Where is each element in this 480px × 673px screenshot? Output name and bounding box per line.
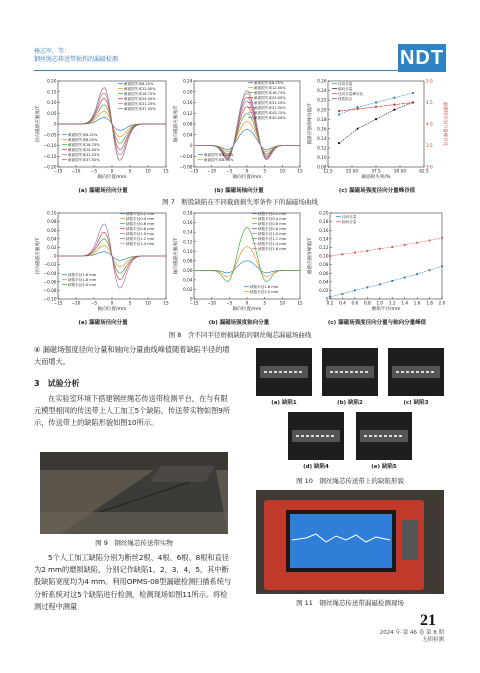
footer-issue-line: 2024 年 第 46 卷 第 8 期 — [379, 630, 444, 636]
fig8c-point — [404, 276, 406, 278]
journal-logo: NDT — [398, 44, 446, 72]
fig8c-point — [416, 273, 418, 275]
x-tick-label: 0 — [245, 300, 249, 306]
defect5-label: (e) 缺陷5 — [371, 464, 397, 470]
axial-curve-series — [194, 129, 300, 149]
fig7b-legend-label: 截面损失率12.50% — [254, 86, 286, 90]
y-tick-label: −0.04 — [43, 270, 57, 276]
y-tick-label: 0.20 — [319, 210, 329, 216]
fig7a-legend-bottom-label: 截面损失率25.00% — [68, 148, 100, 152]
fig7c-point — [338, 142, 340, 144]
defect3-photo — [388, 348, 444, 396]
fig8a-legend-bottom-label: 缺陷半径1.6 mm — [68, 273, 97, 277]
y2-tick-label: 4.0 — [426, 121, 433, 127]
fig7a-chart — [34, 76, 172, 186]
x-tick-label: 10 — [279, 168, 286, 174]
x-tick-label: 25.00 — [346, 168, 358, 174]
fig8b-legend-label: 缺陷半径1.2 mm — [258, 237, 287, 241]
defect5-photo — [356, 412, 412, 460]
x-tick-label: −15 — [53, 300, 63, 306]
x-tick-label: 15 — [297, 300, 303, 306]
x-tick-label: 1.6 — [413, 300, 421, 306]
y-tick-label: 0.16 — [319, 227, 329, 233]
x-tick-label: 1.0 — [376, 300, 384, 306]
fig8c-series-line — [330, 266, 442, 297]
y2-tick-label: 4.5 — [426, 100, 433, 106]
y-tick-label: −0.02 — [43, 262, 57, 268]
fig8c-series-line — [330, 238, 442, 256]
x-tick-label: 5 — [128, 300, 132, 306]
fig8a-legend-top-label: 缺陷半径1.0 mm — [126, 232, 155, 236]
x-tick-label: −10 — [207, 168, 217, 174]
defect4-photo — [288, 412, 344, 460]
y-axis-title: 磁感应强度峰谷值/T — [308, 103, 313, 145]
fig7a-legend-top-label: 截面损失率37.50% — [124, 107, 156, 111]
y-tick-label: 0.20 — [317, 107, 327, 113]
x-tick-label: 2.0 — [438, 300, 446, 306]
x-tick-label: 0 — [110, 168, 114, 174]
y-tick-label: −0.10 — [43, 143, 57, 149]
x-tick-label: −5 — [226, 168, 233, 174]
y-tick-label: 0.20 — [183, 89, 193, 95]
fig8c-point — [404, 244, 406, 246]
y-tick-label: −0.10 — [43, 296, 57, 302]
fig8c-point — [441, 265, 443, 267]
y-tick-label: 0 — [325, 296, 329, 302]
y-tick-label: 0.24 — [183, 78, 193, 84]
running-header — [34, 48, 118, 64]
y2-axis-title: 漏磁场径向分量峰谷比 — [442, 102, 447, 146]
y-tick-label: 0 — [189, 296, 193, 302]
fig8c-point — [354, 289, 356, 291]
x-axis-title: 轴向位置/mm — [97, 175, 127, 180]
fig7b-legend-label: 截面损失率37.50% — [254, 106, 286, 110]
fig7b-legend-bottom-label: 截面损失率6.25% — [204, 153, 234, 157]
fig7c-legend-label: 径向分量峰谷比 — [338, 92, 364, 96]
fig8b-label: (b) 漏磁场强度轴向分量 — [208, 320, 270, 326]
x-tick-label: 1.8 — [426, 300, 433, 306]
fig7b-chart — [172, 76, 306, 186]
fig7b-legend-label: 截面损失率18.75% — [254, 91, 286, 95]
paragraph-conclusion-4: ④ 漏磁场强度径向分量和轴向分量曲线峰值随着缺陷半径的增大而增大。 — [34, 345, 230, 367]
fig8b-legend-bottom-label: 缺陷半径1.8 mm — [250, 285, 279, 289]
x-tick-label: 50.00 — [394, 168, 406, 174]
y-tick-label: −0.08 — [179, 164, 193, 170]
fig7c-point — [338, 113, 340, 115]
fig7c-point — [393, 97, 395, 99]
x-tick-label: 0.4 — [339, 300, 346, 306]
fig8c-point — [341, 253, 343, 255]
header-title: 钢丝绳芯传送带损伤的漏磁检测 — [34, 56, 119, 63]
header-rule — [34, 70, 446, 71]
y-tick-label: 0.24 — [317, 88, 327, 94]
y-axis-title: 轴向磁感应强度/T — [174, 105, 179, 143]
y-tick-label: 0.10 — [183, 248, 193, 254]
y-axis-title: 轴向磁感应强度/T — [174, 237, 179, 275]
x-tick-label: −10 — [207, 300, 217, 306]
y-tick-label: 0.18 — [183, 210, 193, 216]
fig7a-legend-bottom-label: 截面损失率6.25% — [68, 133, 98, 137]
x-tick-label: 5 — [263, 300, 267, 306]
y-tick-label: 0.26 — [317, 78, 327, 84]
y-tick-label: 0.06 — [183, 267, 193, 273]
x-tick-label: 0.2 — [326, 300, 334, 306]
x-tick-label: 1.4 — [401, 300, 409, 306]
y-axis-title: 磁感应强度峰值/T — [308, 237, 313, 275]
fig8c-point — [428, 239, 430, 241]
y-tick-label: 0.20 — [47, 78, 57, 84]
fig8c-legend-label: 径向分量 — [342, 215, 357, 219]
x-axis-title: 磨损半径/mm — [371, 307, 401, 312]
fig7a-legend-bottom-label: 截面损失率6.00% — [68, 138, 98, 142]
fig7a-legend-bottom-label: 截面损失率37.50% — [68, 158, 100, 162]
x-tick-label: 0 — [245, 168, 249, 174]
x-tick-label: −5 — [226, 300, 233, 306]
fig7c-label: (c) 漏磁场强度径向分量峰谷值 — [338, 188, 416, 194]
y-tick-label: 0 — [189, 143, 193, 149]
x-tick-label: 1.2 — [388, 300, 396, 306]
x-tick-label: 15 — [297, 168, 303, 174]
fig8b-legend-label: 缺陷半径1.6 mm — [258, 247, 287, 251]
x-tick-label: −15 — [53, 168, 63, 174]
fig8-caption: 图 8 含不同半径磨损缺陷的钢丝绳芯漏磁场曲线 — [168, 331, 312, 339]
x-tick-label: 10 — [279, 300, 286, 306]
fig8c-point — [329, 255, 331, 257]
fig8c-point — [379, 248, 381, 250]
y-tick-label: −0.20 — [43, 164, 57, 170]
y-tick-label: 0.14 — [319, 236, 329, 242]
y-tick-label: 0.14 — [183, 229, 193, 235]
plot-frame — [330, 213, 442, 299]
y-tick-label: 0.12 — [183, 110, 193, 116]
fig7b-legend-label: 截面损失率43.75% — [254, 111, 286, 115]
page-number: 21 — [420, 612, 436, 629]
fig8b-legend-label: 缺陷半径1.0 mm — [258, 232, 287, 236]
y-tick-label: 0.06 — [47, 227, 57, 233]
fig7b-legend-label: 截面损失率25.00% — [254, 96, 286, 100]
fig8b-chart — [172, 208, 306, 320]
x-tick-label: 0.8 — [363, 300, 371, 306]
y-tick-label: 0.04 — [183, 277, 193, 283]
y-tick-label: 0.08 — [47, 219, 57, 225]
fig7c-point — [375, 118, 377, 120]
fig7c-legend-label: 径向分量 — [338, 82, 353, 86]
y-tick-label: −0.15 — [43, 153, 57, 159]
y-tick-label: 0 — [53, 253, 57, 259]
fig9-photo — [40, 452, 228, 534]
fig7c-point — [356, 128, 358, 130]
fig8c-point — [341, 293, 343, 295]
fig7c-series-line — [339, 103, 413, 144]
y-tick-label: 0 — [53, 121, 57, 127]
y2-tick-label: 3.0 — [426, 164, 433, 170]
x-tick-label: 0.6 — [351, 300, 359, 306]
fig8c-point — [416, 242, 418, 244]
defect4-label: (d) 缺陷4 — [303, 464, 329, 470]
axial-curve-series — [194, 261, 300, 273]
fig8b-legend-bottom-label: 缺陷半径2.0 mm — [250, 290, 279, 294]
fig7-caption: 图 7 断股缺陷在不同截面损失率条件下的漏磁场曲线 — [162, 198, 318, 206]
fig11-caption: 图 11 钢丝绳芯传送带漏磁检测现场 — [296, 599, 404, 607]
y-tick-label: 0.02 — [183, 287, 193, 293]
x-axis-title: 轴向位置/mm — [97, 307, 127, 312]
y-tick-label: 0.15 — [47, 89, 57, 95]
y-tick-label: 0.12 — [317, 145, 327, 151]
fig8c-point — [428, 269, 430, 271]
axial-curve-series — [194, 121, 300, 151]
header-authors: 杨志军，等： — [34, 48, 71, 55]
y-tick-label: −0.05 — [43, 132, 57, 138]
x-tick-label: 15 — [163, 300, 169, 306]
fig8c-label: (c) 漏磁场强度径向分量与轴向分量峰值 — [327, 320, 427, 326]
fig7c-legend-label: 线性拟合 — [338, 97, 353, 101]
x-axis-title: 轴向位置/mm — [232, 175, 262, 180]
y-tick-label: 0.04 — [319, 279, 329, 285]
fig7b-legend-bottom-label: 截面损失率6.00% — [204, 158, 234, 162]
x-tick-label: 12.5 — [323, 168, 333, 174]
fig11-photo — [256, 490, 444, 594]
fig10-photos — [250, 346, 450, 496]
fig8a-legend-bottom-label: 缺陷半径2.0 mm — [68, 283, 97, 287]
fig8a-legend-top-label: 缺陷半径1.2 mm — [126, 237, 155, 241]
fig8a-chart — [34, 208, 172, 320]
fig8c-chart — [306, 208, 448, 320]
y-tick-label: −0.08 — [43, 288, 57, 293]
y-tick-label: 0.05 — [47, 110, 57, 116]
fig7c-point — [375, 101, 377, 103]
fig8c-point — [391, 246, 393, 248]
defect1-photo — [256, 348, 312, 396]
y2-tick-label: 3.5 — [426, 143, 433, 149]
x-tick-label: 15 — [163, 168, 169, 174]
y-tick-label: 0.18 — [317, 116, 327, 122]
fig7c-point — [412, 92, 414, 94]
y-tick-label: −0.06 — [43, 279, 57, 285]
y-tick-label: 0.08 — [319, 262, 329, 268]
x-tick-label: 5 — [263, 168, 267, 174]
fig8b-legend-label: 缺陷半径0.6 mm — [258, 222, 287, 226]
y-tick-label: 0.04 — [47, 236, 57, 242]
fig7c-legend-label: 轴向分量 — [338, 87, 353, 91]
fig8a-legend-bottom-label: 缺陷半径1.8 mm — [68, 278, 97, 282]
defect2-label: (b) 缺陷2 — [337, 400, 363, 406]
y-tick-label: 0.12 — [319, 245, 329, 250]
x-tick-label: 62.5 — [419, 168, 429, 174]
fig8c-point — [366, 250, 368, 252]
y-tick-label: 0.10 — [47, 210, 57, 216]
fig8a-label: (a) 漏磁场径向分量 — [78, 320, 128, 326]
fig7c-chart — [306, 76, 448, 186]
fig8b-legend-label: 缺陷半径1.4 mm — [258, 242, 287, 246]
fig8c-legend-label: 轴向分量 — [342, 220, 357, 224]
x-tick-label: −10 — [71, 300, 81, 306]
fig7b-legend-label: 截面损失率6.25% — [254, 81, 284, 85]
x-tick-label: −10 — [71, 168, 81, 174]
fig8c-point — [354, 251, 356, 253]
y-tick-label: 0.10 — [317, 155, 327, 161]
y-tick-label: −0.04 — [179, 153, 193, 159]
fig8a-legend-top-label: 缺陷半径0.8 mm — [126, 227, 155, 231]
fig7a-legend-top-label: 截面损失率25.00% — [124, 97, 156, 101]
section-heading: 3 试验分析 — [34, 379, 80, 388]
fig7c-point — [393, 109, 395, 111]
y-tick-label: 0.14 — [317, 135, 327, 141]
y-tick-label: 0.08 — [183, 121, 193, 127]
fig7a-legend-top-label: 截面损失率18.75% — [124, 92, 156, 96]
y-tick-label: 0.22 — [317, 97, 327, 103]
x-tick-label: 0 — [110, 300, 114, 306]
x-tick-label: −5 — [90, 300, 98, 306]
y-tick-label: 0.08 — [317, 164, 327, 170]
x-tick-label: −15 — [189, 300, 199, 306]
x-tick-label: 10 — [145, 168, 151, 174]
footer-issue — [330, 630, 444, 644]
y-tick-label: 0.16 — [183, 100, 193, 106]
x-tick-label: 5 — [128, 168, 132, 174]
fig7a-legend-bottom-label: 截面损失率18.75% — [68, 143, 100, 147]
y-tick-label: 0.08 — [183, 258, 193, 264]
paragraph-defects: 5个人工加工缺陷分别为断丝2根、4根、6根、8根和直径为2 mm的磨损缺陷，分别记作缺陷1，2，3，4，5，其中断股缺陷宽度均为4 mm。利用OPMS-08型漏磁检测扫描系统与分析系统对这5个缺陷进行检测，检测现场如图11所示。将检测过程中测量 — [34, 553, 232, 611]
y-tick-label: 0.02 — [47, 245, 57, 250]
fig8c-point — [379, 283, 381, 285]
fig7b-legend-label: 截面损失率50.00% — [254, 116, 286, 120]
y-tick-label: 0.18 — [319, 219, 329, 225]
footer-journal-name: 无损检测 — [421, 637, 444, 643]
y-tick-label: 0.16 — [317, 126, 327, 132]
y-tick-label: 0.16 — [183, 220, 193, 226]
fig8a-legend-top-label: 缺陷半径0.2 mm — [126, 212, 155, 216]
x-axis-title: 轴向位置/mm — [232, 307, 262, 312]
x-tick-label: −15 — [189, 168, 199, 174]
fig7a-legend-top-label: 截面损失率6.25% — [124, 82, 154, 86]
y-tick-label: 0.02 — [319, 288, 329, 293]
fig8a-legend-top-label: 缺陷半径1.4 mm — [126, 242, 155, 246]
fig7b-legend-label: 截面损失率31.25% — [254, 101, 286, 105]
y-tick-label: 0.10 — [319, 253, 329, 259]
y-tick-label: 0.10 — [47, 100, 57, 106]
y-tick-label: 0.06 — [319, 270, 329, 276]
fig7a-label: (a) 漏磁场径向分量 — [78, 188, 128, 194]
axial-curve-series — [194, 247, 300, 277]
fig8c-point — [329, 296, 331, 298]
y-axis-title: 径向磁感应强度/T — [36, 237, 41, 275]
fig8b-legend-label: 缺陷半径0.4 mm — [258, 217, 287, 221]
y2-tick-label: 5.0 — [426, 78, 433, 84]
x-tick-label: 37.5 — [371, 168, 381, 174]
fig8a-legend-top-label: 缺陷半径0.6 mm — [126, 222, 155, 226]
x-tick-label: 10 — [145, 300, 151, 306]
fig10-caption: 图 10 钢丝绳芯传送带上的缺陷形貌 — [296, 477, 404, 485]
x-axis-title: 截面损失率/% — [361, 175, 391, 180]
x-tick-label: −5 — [90, 168, 98, 174]
y-axis-title: 径向磁感应强度/T — [36, 105, 41, 143]
fig7a-legend-top-label: 截面损失率12.50% — [124, 87, 156, 91]
fig8b-legend-label: 缺陷半径0.2 mm — [258, 212, 287, 216]
defect2-photo — [322, 348, 378, 396]
fig8a-legend-top-label: 缺陷半径0.4 mm — [126, 217, 155, 221]
fig7a-legend-top-label: 截面损失率31.25% — [124, 102, 156, 106]
fig8c-point — [391, 280, 393, 282]
fig8c-point — [441, 237, 443, 239]
paragraph-setup: 在实验室环境下搭建钢丝绳芯传送带检测平台，在与有限元模型相同的传送带上人工加工5个缺陷，传送带实物如图9所示，传送带上的缺陷形貌如图10所示。 — [34, 394, 231, 428]
fig8b-legend-label: 缺陷半径0.8 mm — [258, 227, 287, 231]
defect1-label: (a) 缺陷1 — [271, 400, 297, 406]
defect3-label: (c) 缺陷3 — [403, 400, 429, 406]
fig7a-legend-bottom-label: 截面损失率31.25% — [68, 153, 100, 157]
fig7b-label: (b) 漏磁场轴向分量 — [214, 188, 264, 194]
fig8c-point — [366, 286, 368, 288]
y-tick-label: 0.04 — [183, 132, 193, 138]
fig9-caption: 图 9 钢丝绳芯传送带实物 — [95, 539, 173, 547]
y-tick-label: 0.12 — [183, 239, 193, 245]
